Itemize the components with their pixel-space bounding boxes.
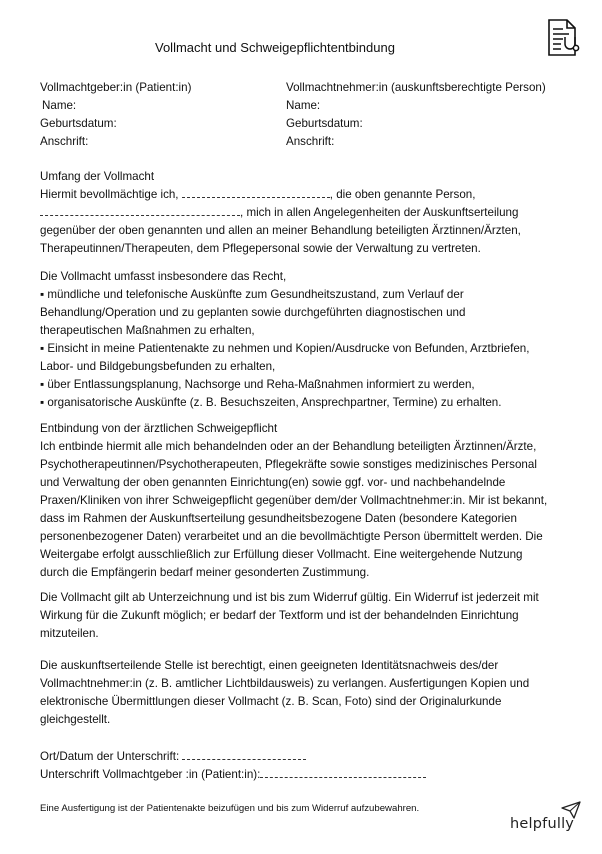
release-line: Ich entbinde hiermit alle mich behandelnden oder an der Behandlung beteiligten Ärztinnen/Ärzte, bbox=[40, 440, 537, 453]
scope-line-2 bbox=[40, 204, 521, 222]
principal-block bbox=[40, 79, 191, 151]
rights-bullet-1-cont: Behandlung/Operation und zu geplanten sowie durchgeführten diagnostischen und bbox=[40, 306, 466, 319]
scope-section bbox=[40, 168, 521, 258]
principal-name-blank[interactable] bbox=[182, 186, 330, 198]
brand-logo bbox=[510, 800, 582, 836]
scope-line-2-end: , mich in allen Angelegenheiten der Auskunftserteilung bbox=[240, 206, 519, 219]
scope-line-1 bbox=[40, 186, 521, 204]
validity-line: Wirkung für die Zukunft möglich; er bedarf der Textform und ist der behandelnden Einrichtung bbox=[40, 609, 519, 622]
bullet-icon: ▪ bbox=[40, 378, 45, 391]
place-date-row bbox=[40, 748, 426, 766]
signature-section bbox=[40, 748, 426, 784]
footer-note: Eine Ausfertigung ist der Patientenakte beizufügen und bis zum Widerruf aufzubewahren. bbox=[40, 803, 420, 814]
brand-name: helpfully bbox=[510, 816, 575, 832]
signature-row bbox=[40, 766, 426, 784]
validity-line: mitzuteilen. bbox=[40, 627, 99, 640]
principal-name-label: Name: bbox=[42, 99, 77, 112]
identity-line: elektronische Übermittlungen dieser Vollmacht (z. B. Scan, Foto) sind der Originalurkunde bbox=[40, 695, 502, 708]
rights-bullet-4: ▪ organisatorische Auskünfte (z. B. Besuchszeiten, Ansprechpartner, Termine) zu erhalten. bbox=[40, 396, 502, 409]
rights-bullet-2-cont: Labor- und Bildgebungsbefunden zu erhalten, bbox=[40, 360, 276, 373]
signature-field[interactable] bbox=[260, 766, 426, 778]
validity-line: Die Vollmacht gilt ab Unterzeichnung und ist bis zum Widerruf gültig. Ein Widerruf ist jederzeit mit bbox=[40, 591, 539, 604]
identity-line: Die auskunftserteilende Stelle ist berechtigt, einen geeigneten Identitätsnachweis des/der bbox=[40, 659, 499, 672]
rights-bullet-1: ▪ mündliche und telefonische Auskünfte zum Gesundheitszustand, zum Verlauf der bbox=[40, 288, 464, 301]
scope-line-1-start: Hiermit bevollmächtige ich, bbox=[40, 188, 179, 201]
scope-line-1-end: , die oben genannte Person, bbox=[329, 188, 476, 201]
agent-block bbox=[286, 79, 546, 151]
rights-bullet-1-cont: therapeutischen Maßnahmen zu erhalten, bbox=[40, 324, 255, 337]
scope-line-4: Therapeutinnen/Therapeuten, dem Pflegepersonal sowie der Verwaltung zu vertreten. bbox=[40, 242, 481, 255]
medical-document-stethoscope-icon bbox=[545, 18, 581, 58]
page-title: Vollmacht und Schweigepflichtentbindung bbox=[155, 40, 395, 55]
release-line: Psychotherapeutinnen/Psychotherapeuten, Pflegekräfte sowie sonstiges medizinisches Personal bbox=[40, 458, 537, 471]
bullet-icon: ▪ bbox=[40, 288, 45, 301]
agent-name-blank[interactable] bbox=[40, 204, 240, 216]
identity-section bbox=[40, 657, 529, 729]
release-heading: Entbindung von der ärztlichen Schweigepflicht bbox=[40, 422, 278, 435]
rights-section bbox=[40, 268, 529, 412]
agent-heading: Vollmachtnehmer:in (auskunftsberechtigte Person) bbox=[286, 81, 546, 94]
principal-address-label: Anschrift: bbox=[40, 135, 89, 148]
release-line: und Verwaltung der oben genannten Einrichtung(en) sowie ggf. vor- und nachbehandelnde bbox=[40, 476, 506, 489]
release-section bbox=[40, 420, 547, 582]
rights-bullet-2: ▪ Einsicht in meine Patientenakte zu nehmen und Kopien/Ausdrucke von Befunden, Arztbriefen, bbox=[40, 342, 530, 355]
identity-line: Vollmachtnehmer:in (z. B. amtlicher Lichtbildausweis) zu verlangen. Ausfertigungen Kopien und bbox=[40, 677, 530, 690]
bullet-icon: ▪ bbox=[40, 396, 45, 409]
scope-line-3: gegenüber der oben genannten und allen an meiner Behandlung beteiligten Ärztinnen/Ärzten, bbox=[40, 224, 521, 237]
release-line: Praxen/Kliniken von ihrer Schweigepflicht gegenüber dem/der Vollmachtnehmer:in. Mir ist bekannt, bbox=[40, 494, 548, 507]
rights-bullet-3: ▪ über Entlassungsplanung, Nachsorge und Reha-Maßnahmen informiert zu werden, bbox=[40, 378, 475, 391]
release-line: durch die Empfängerin bedarf meiner gesonderten Zustimmung. bbox=[40, 566, 370, 579]
scope-heading: Umfang der Vollmacht bbox=[40, 170, 155, 183]
identity-line: gleichgestellt. bbox=[40, 713, 111, 726]
signature-label: Unterschrift Vollmachtgeber :in (Patient:in): bbox=[40, 768, 261, 781]
agent-birthdate-label: Geburtsdatum: bbox=[286, 117, 363, 130]
release-line: personenbezogener Daten) verarbeitet und an die bevollmächtigte Person übermittelt werden. Die bbox=[40, 530, 543, 543]
place-date-label: Ort/Datum der Unterschrift: bbox=[40, 750, 180, 763]
release-line: dass im Rahmen der Auskunftserteilung gesundheitsbezogene Daten (besondere Kategorien bbox=[40, 512, 517, 525]
principal-birthdate-label: Geburtsdatum: bbox=[40, 117, 117, 130]
release-line: Weitergabe erfolgt ausschließlich zur Erfüllung dieser Vollmacht. Eine weitergehende Nutzung bbox=[40, 548, 523, 561]
validity-section bbox=[40, 589, 539, 643]
agent-name-label: Name: bbox=[286, 99, 321, 112]
agent-address-label: Anschrift: bbox=[286, 135, 335, 148]
principal-heading: Vollmachtgeber:in (Patient:in) bbox=[40, 81, 192, 94]
bullet-icon: ▪ bbox=[40, 342, 45, 355]
place-date-field[interactable] bbox=[182, 748, 306, 760]
rights-intro: Die Vollmacht umfasst insbesondere das Recht, bbox=[40, 270, 287, 283]
